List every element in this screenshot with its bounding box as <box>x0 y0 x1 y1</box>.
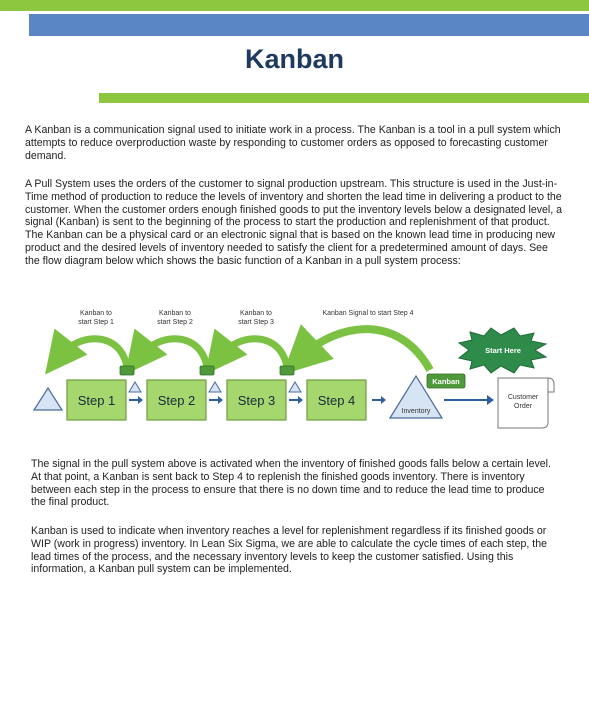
wip-triangle-1 <box>129 382 141 392</box>
kanban-card-step1 <box>120 366 134 375</box>
kanban-arc-step3 <box>218 339 287 368</box>
step-3-label: Step 3 <box>237 393 276 408</box>
signal-label-step1-line1: Kanban to <box>80 310 112 317</box>
kanban-card-step2 <box>200 366 214 375</box>
start-here-label: Start Here <box>485 346 521 355</box>
kanban-flow-diagram <box>0 300 589 450</box>
paragraph-intro: A Kanban is a communication signal used to initiate work in a process. The Kanban is a tool in a pull system which attempts to reduce overproduction waste by responding to customer orders as opposed to forecasting customer demand. <box>25 124 561 162</box>
flow-arrow-2 <box>209 396 223 404</box>
signal-label-step2-line1: Kanban to <box>159 310 191 317</box>
kanban-arc-step2 <box>138 339 207 368</box>
kanban-arc-step4 <box>300 329 430 370</box>
step-2-label: Step 2 <box>157 393 196 408</box>
page-title: Kanban <box>244 44 344 74</box>
signal-label-step4: Kanban Signal to start Step 4 <box>322 310 414 317</box>
header-green-bar <box>0 0 589 11</box>
signal-label-step2-line2: start Step 2 <box>157 319 193 326</box>
signal-label-step1-line2: start Step 1 <box>78 319 114 326</box>
wip-triangle-3 <box>289 382 301 392</box>
flow-arrow-3 <box>289 396 303 404</box>
scroll-curl <box>548 378 554 392</box>
signal-label-step3-line2: start Step 3 <box>238 319 274 326</box>
header-blue-bar <box>29 14 589 36</box>
kanban-arc-step1 <box>58 339 127 368</box>
customer-label-line1: Customer <box>507 394 539 401</box>
signal-label-step3-line1: Kanban to <box>240 310 272 317</box>
flow-arrow-4 <box>372 396 386 404</box>
step-4-label: Step 4 <box>317 393 356 408</box>
flow-arrow-1 <box>129 396 143 404</box>
paragraph-signal: The signal in the pull system above is activated when the inventory of finished goods falls below a certain level. At that point, a Kanban is sent back to Step 4 to replenish the finished goods inventory. There is inventory between each step in the process to ensure that there is no down time and to reduce the lead time to produce the final product. <box>31 458 551 509</box>
flow-arrow-customer <box>444 395 494 405</box>
raw-inventory-triangle <box>34 388 62 410</box>
wip-triangle-2 <box>209 382 221 392</box>
kanban-card-step3 <box>280 366 294 375</box>
kanban-tag-label: Kanban <box>432 377 460 386</box>
customer-label-line2: Order <box>514 403 532 410</box>
step-1-label: Step 1 <box>77 393 116 408</box>
inventory-label: Inventory <box>401 408 431 415</box>
paragraph-pull-system: A Pull System uses the orders of the customer to signal production upstream. This structure is used in the Just-in-Time method of production to reduce the levels of inventory and shorten the lead time in delivering a product to the customer. When the customer orders enough finished goods to put the inventory levels below a designated level, a signal (Kanban) is sent to the beginning of the process to start the production and replenishment of that product. The Kanban can be a physical card or an electronic signal that is based on the known lead time in producing new product and the desired levels of inventory needed to satisfy the client for a predetermined amount of days. See the flow diagram below which shows the basic function of a Kanban in a pull system process: <box>25 178 563 267</box>
paragraph-lean-six-sigma: Kanban is used to indicate when inventory reaches a level for replenishment regardless if its finished goods or WIP (work in progress) inventory. In Lean Six Sigma, we are able to calculate the cycle times of each step, the lead times of the process, and the necessary inventory levels to keep the customer satisfied. Using this information, a Kanban pull system can be implemented. <box>31 525 547 576</box>
title-underline-bar <box>99 93 589 103</box>
